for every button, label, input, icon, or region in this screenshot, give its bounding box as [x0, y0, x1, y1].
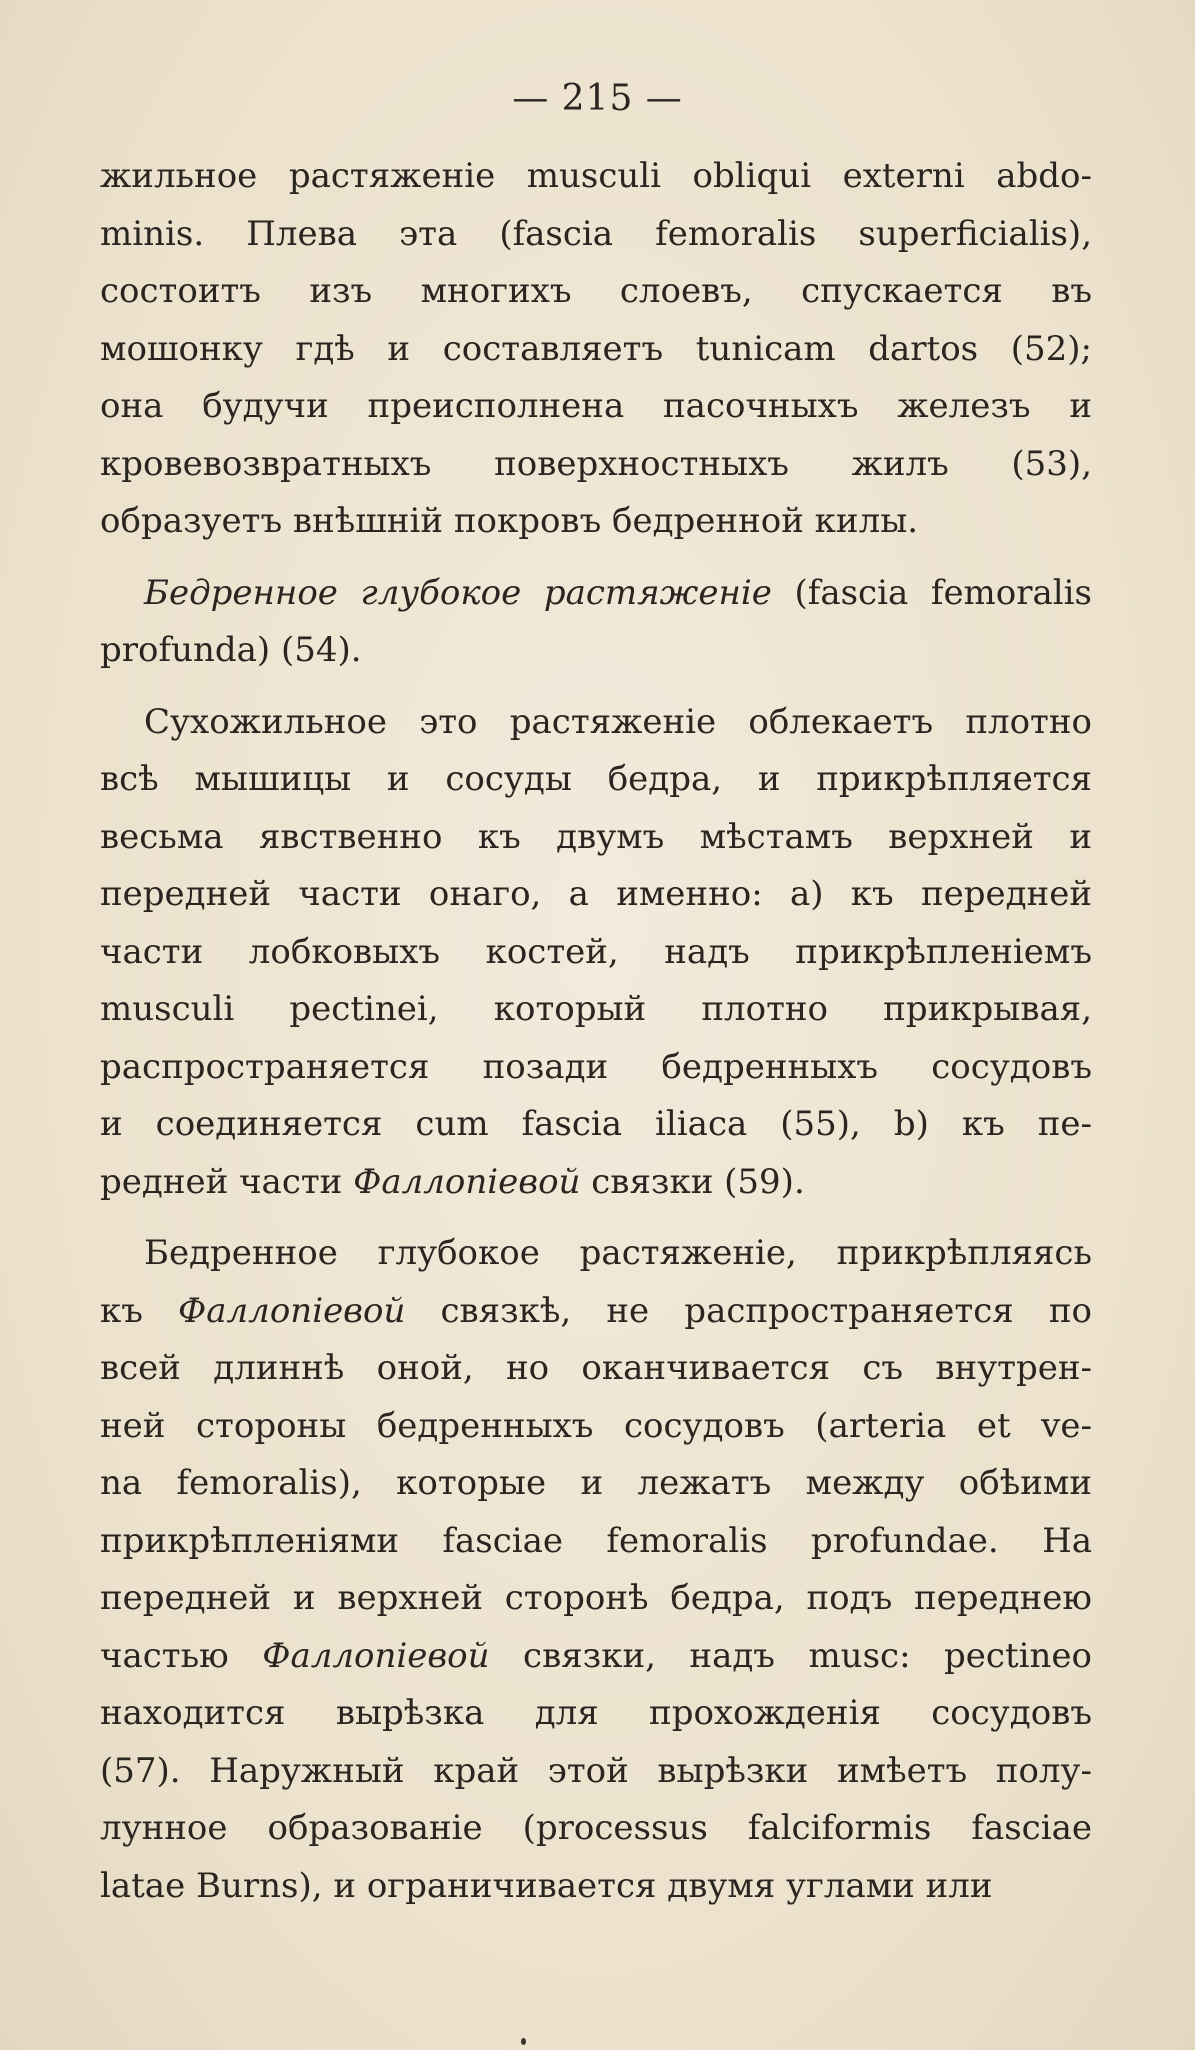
text-segment: (57). Наружный край этой вырѣзки имѣетъ полу-	[100, 1750, 1092, 1791]
text-segment: редней части	[100, 1161, 354, 1202]
paragraph	[100, 565, 1092, 680]
text-line	[100, 1685, 1092, 1743]
body-text	[100, 148, 1092, 1915]
text-segment: лунное образованіе (processus falciformis fasciae	[100, 1808, 1092, 1848]
text-line	[100, 436, 1092, 494]
text-line	[100, 1570, 1092, 1628]
text-segment: всей длиннѣ оной, но оканчивается съ внутрен-	[100, 1348, 1092, 1388]
text-segment: связкѣ, не распространяется по	[405, 1290, 1092, 1331]
text-segment: передней и верхней сторонѣ бедра, подъ переднею	[100, 1578, 1092, 1618]
text-line	[100, 1743, 1092, 1801]
text-segment: Бедренное глубокое растяженіе, прикрѣпляясь	[144, 1233, 1092, 1273]
text-segment: она будучи преисполнена пасочныхъ железъ и	[100, 386, 1092, 426]
text-line	[100, 1340, 1092, 1398]
text-line	[100, 694, 1092, 752]
text-segment: latae Burns), и ограничивается двумя углами или	[100, 1865, 993, 1906]
text-line	[100, 1628, 1092, 1686]
text-line	[100, 263, 1092, 321]
text-line	[100, 148, 1092, 206]
ink-speck	[521, 2038, 526, 2045]
text-segment: распространяется позади бедренныхъ сосудовъ	[100, 1046, 1092, 1087]
italic-text: Фаллопіевой	[178, 1290, 406, 1331]
text-line	[100, 1858, 1092, 1916]
text-line	[100, 809, 1092, 867]
text-line	[100, 924, 1092, 982]
text-line	[100, 1455, 1092, 1513]
text-segment: части лобковыхъ костей, надъ прикрѣпленіемъ	[100, 931, 1092, 972]
text-segment: прикрѣпленіями fasciae femoralis profundae. На	[100, 1520, 1092, 1561]
text-segment: состоитъ изъ многихъ слоевъ, спускается въ	[100, 271, 1092, 311]
text-line	[100, 206, 1092, 264]
text-segment: и соединяется cum fascia iliaca (55), b) къ пе-	[100, 1104, 1092, 1144]
text-segment: (fascia femoralis	[771, 572, 1092, 613]
text-segment: кровевозвратныхъ поверхностныхъ жилъ (53),	[100, 443, 1092, 484]
text-line	[100, 1039, 1092, 1097]
text-line	[100, 1283, 1092, 1341]
paragraph	[100, 1225, 1092, 1915]
text-segment: связки, надъ musc: pectineo	[489, 1635, 1092, 1676]
italic-text: Фаллопіевой	[262, 1635, 490, 1676]
text-segment: ней стороны бедренныхъ сосудовъ (arteria et ve-	[100, 1405, 1092, 1446]
text-line	[100, 1398, 1092, 1456]
paragraph-gap	[100, 680, 1092, 694]
paragraph-gap	[100, 1211, 1092, 1225]
text-segment: musculi pectinei, который плотно прикрывая,	[100, 989, 1092, 1029]
text-segment: къ	[100, 1290, 179, 1331]
text-segment: частью	[100, 1635, 263, 1676]
text-line	[100, 378, 1092, 436]
text-segment: profunda) (54).	[100, 630, 362, 670]
text-line	[100, 321, 1092, 379]
text-line	[100, 1096, 1092, 1154]
text-line	[100, 1154, 1092, 1212]
text-line	[100, 1513, 1092, 1571]
text-line	[100, 493, 1092, 551]
text-line	[100, 565, 1092, 623]
text-segment: связки (59).	[580, 1161, 805, 1202]
text-segment: образуетъ внѣшній покровъ бедренной килы.	[100, 501, 919, 541]
text-line	[100, 1225, 1092, 1283]
text-line	[100, 1800, 1092, 1858]
text-line	[100, 981, 1092, 1039]
text-segment: находится вырѣзка для прохожденія сосудовъ	[100, 1693, 1092, 1733]
text-segment: Сухожильное это растяженіе облекаетъ плотно	[144, 701, 1092, 742]
text-segment: na femoralis), которые и лежатъ между обѣими	[100, 1463, 1092, 1503]
text-segment: мошонку гдѣ и составляетъ tunicam dartos (52);	[100, 328, 1092, 369]
italic-text: Бедренное глубокое растяженіе	[144, 572, 772, 613]
text-segment: жильное растяженіе musculi obliqui externi abdo-	[100, 156, 1092, 196]
text-segment: всѣ мышицы и сосуды бедра, и прикрѣпляется	[100, 759, 1092, 799]
paragraph-gap	[100, 551, 1092, 565]
text-line	[100, 751, 1092, 809]
text-line	[100, 622, 1092, 680]
text-segment: передней части онаго, а именно: a) къ передней	[100, 874, 1092, 914]
page-number: — 215 —	[512, 78, 683, 119]
text-segment: весьма явственно къ двумъ мѣстамъ верхней и	[100, 816, 1092, 857]
text-segment: minis. Плева эта (fascia femoralis superficialis),	[100, 213, 1092, 254]
italic-text: Фаллопіевой	[353, 1161, 581, 1202]
text-line	[100, 866, 1092, 924]
paragraph	[100, 148, 1092, 551]
paragraph	[100, 694, 1092, 1212]
